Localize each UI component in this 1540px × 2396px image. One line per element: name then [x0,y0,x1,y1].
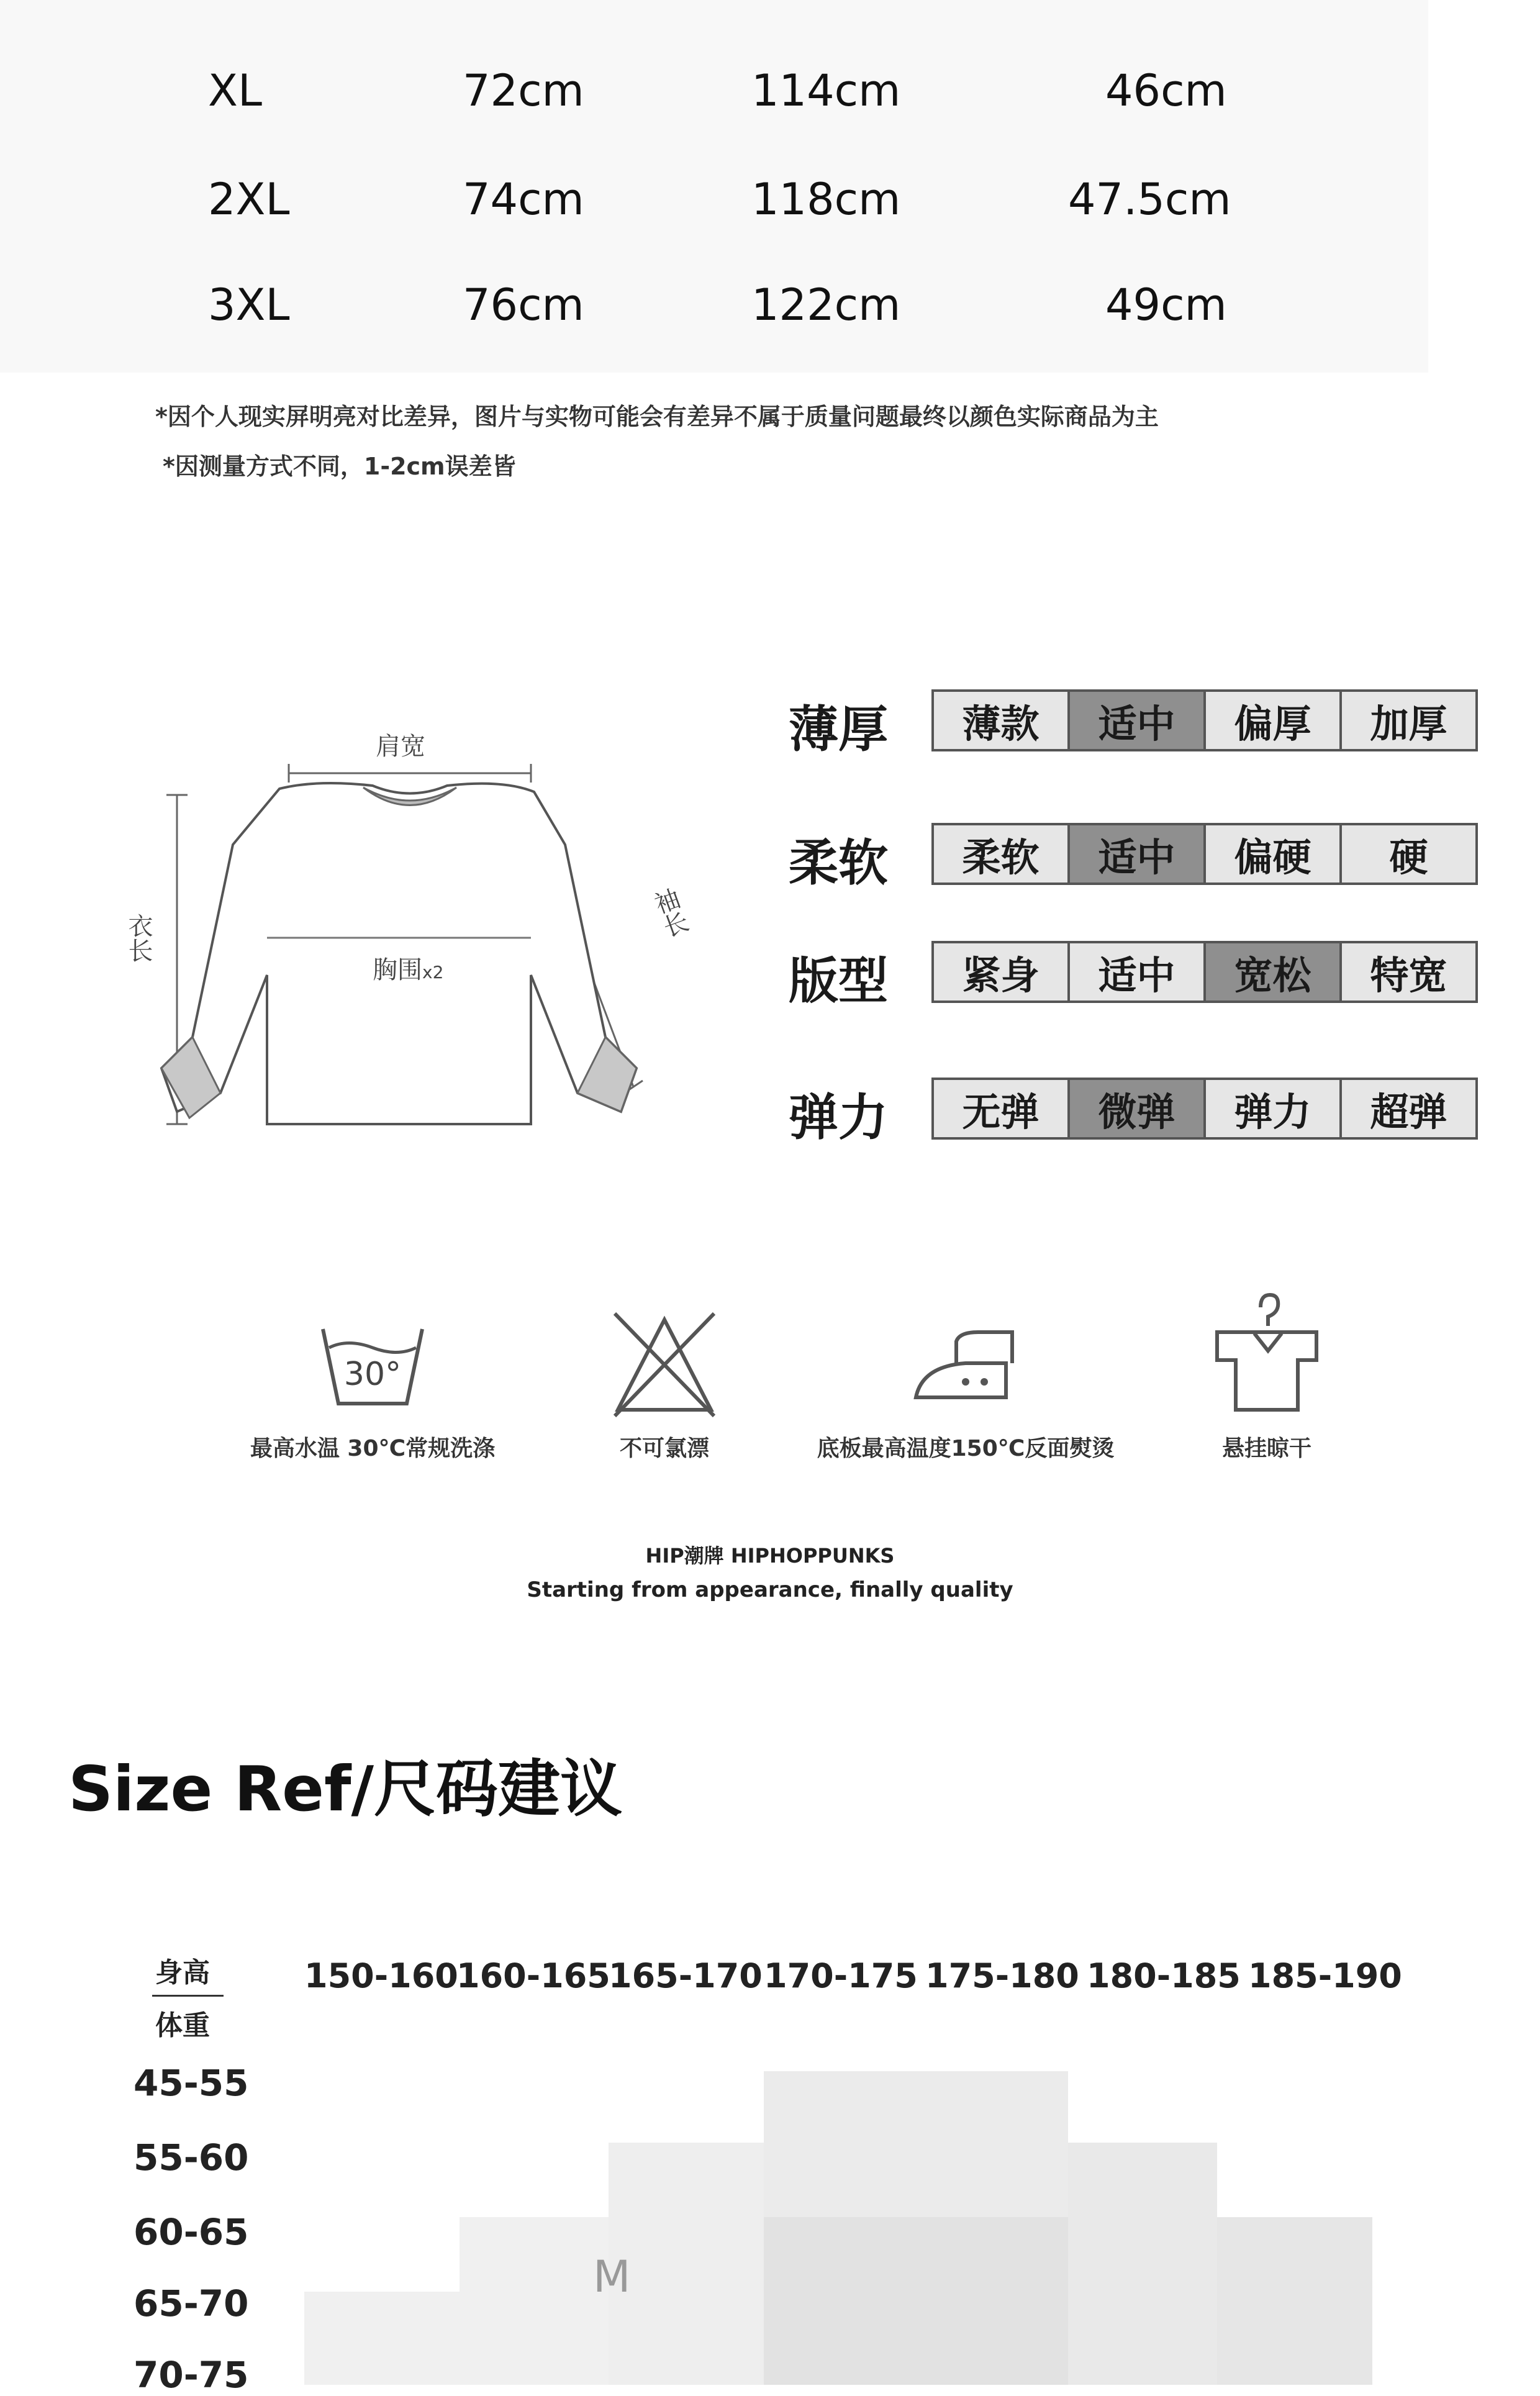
elasticity-option: 弹力 [1206,1080,1342,1137]
length-cell: 72cm [463,65,584,116]
wash-label: 最高水温 30℃常规洗涤 [250,1436,496,1461]
sweatshirt-outline-icon [93,714,714,1161]
softness-scale [931,823,1478,885]
brand-name: HIP潮牌 HIPHOPPUNKS [645,1544,895,1568]
height-column: 165-170 [609,1956,763,1995]
size-block [1217,2217,1372,2385]
thickness-option: 加厚 [1342,692,1475,749]
chest-label [373,950,443,986]
weight-row: 45-55 [134,2062,249,2104]
size-block [304,2292,460,2385]
elasticity-label: 弹力 [789,1089,888,1146]
length-label: 衣长 [124,913,153,963]
disclaimer-note: *因个人现实屏明亮对比差异，图片与实物可能会有差异不属于质量问题最终以颜色实际商品为主 [155,403,1159,430]
length-cell: 76cm [463,279,584,330]
size-cell: 3XL [208,279,290,330]
size-cell: XL [208,65,262,116]
shoulder-cell: 47.5cm [1068,174,1231,225]
weight-row: 65-70 [134,2282,249,2325]
softness-option: 柔软 [934,825,1070,883]
bleach-label: 不可氯漂 [619,1436,709,1461]
size-ref-title: Size Ref/尺码建议 [68,1753,622,1825]
thickness-scale [931,689,1478,751]
elasticity-option: 超弹 [1342,1080,1475,1137]
shoulder-width-label: 肩宽 [376,732,425,761]
height-column: 150-160 [304,1956,458,1995]
iron-label: 底板最高温度150℃反面熨烫 [817,1436,1115,1461]
fit-option: 适中 [1070,943,1206,1001]
weight-row: 60-65 [134,2211,249,2253]
chest-multiplier: x2 [422,962,444,982]
chest-cell: 122cm [751,279,901,330]
elasticity-option: 无弹 [934,1080,1070,1137]
fit-option-selected: 宽松 [1206,943,1342,1001]
care-wash [224,1304,522,1463]
shoulder-cell: 46cm [1105,65,1227,116]
measurement-note: *因测量方式不同，1-2cm误差皆 [163,453,516,480]
size-block [460,2217,609,2385]
size-block [1068,2143,1217,2385]
softness-option: 偏硬 [1206,825,1342,883]
header-divider [152,1995,224,1997]
fit-option: 特宽 [1342,943,1475,1001]
thickness-option-selected: 适中 [1070,692,1206,749]
no-bleach-icon [602,1304,727,1428]
elasticity-scale [931,1078,1478,1140]
wash-30-icon [310,1304,435,1428]
weight-row: 55-60 [134,2136,249,2179]
size-block [764,2217,1068,2385]
thickness-option: 偏厚 [1206,692,1342,749]
shoulder-cell: 49cm [1105,279,1227,330]
size-cell: 2XL [208,174,290,225]
fit-label: 版型 [789,952,888,1010]
hang-dry-icon [1198,1289,1335,1428]
care-hang [1174,1289,1360,1463]
size-block [609,2143,764,2385]
size-table [0,0,1428,373]
weight-header: 体重 [155,2010,210,2041]
iron-icon [897,1304,1034,1428]
care-bleach [571,1304,758,1463]
height-column: 170-175 [764,1956,918,1995]
elasticity-option-selected: 微弹 [1070,1080,1206,1137]
height-column: 160-165 [456,1956,610,1995]
height-header: 身高 [155,1957,210,1989]
softness-option-selected: 适中 [1070,825,1206,883]
weight-row: 70-75 [134,2354,249,2396]
size-m-label: M [593,2251,631,2302]
garment-diagram [93,714,714,1161]
softness-label: 柔软 [789,834,888,892]
fit-scale [931,941,1478,1003]
fit-option: 紧身 [934,943,1070,1001]
length-cell: 74cm [463,174,584,225]
brand-slogan: Starting from appearance, finally quality [527,1577,1013,1602]
chest-cell: 114cm [751,65,901,116]
softness-option: 硬 [1342,825,1475,883]
chest-cell: 118cm [751,174,901,225]
wash-temp-text: 30° [343,1356,402,1393]
hang-label: 悬挂晾干 [1221,1436,1311,1461]
height-column: 185-190 [1248,1956,1402,1995]
height-column: 175-180 [925,1956,1079,1995]
care-iron [773,1304,1158,1463]
chest-label-text: 胸围 [373,956,422,984]
thickness-option: 薄款 [934,692,1070,749]
sleeve-length-label: 袖长 [647,884,692,942]
thickness-label: 薄厚 [789,701,888,758]
height-column: 180-185 [1087,1956,1241,1995]
